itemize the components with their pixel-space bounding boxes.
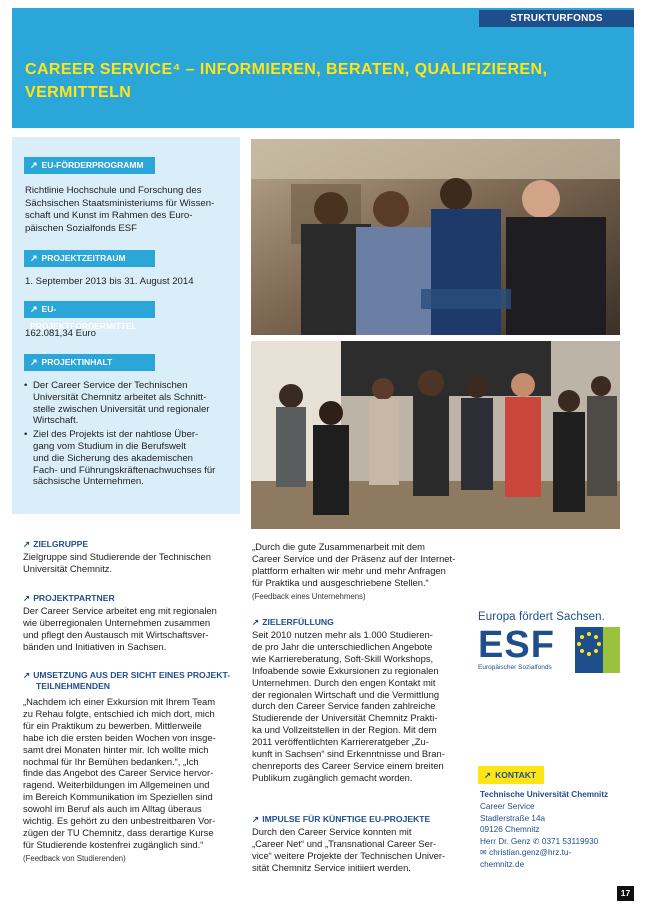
company-quote: „Durch die gute Zusammenarbeit mit dem Career Service und der Präsenz auf der Internet- plattform erhalten wir mehr und mehr Anfragen für Praktika und ausgeschriebene Stellen.“ xyxy=(252,541,456,588)
kontakt-label: ↗ KONTAKT xyxy=(478,766,544,784)
impulse-text: Durch den Career Service konnten mit „Career Net“ und „Transnational Career Ser- vice“ weitere Projekte der Technischen Univer- sität Chemnitz Service initiiert werden. xyxy=(252,826,446,873)
kontakt-email[interactable]: ✉ christian.genz@hrz.tu- xyxy=(480,848,572,857)
arrow-icon: ↗ xyxy=(30,357,38,367)
arrow-icon: ↗ xyxy=(23,539,31,549)
photo-students-discussion xyxy=(251,139,620,335)
zielerfuellung-heading: ↗ ZIELERFÜLLUNG xyxy=(252,617,334,627)
photo-workshop-group xyxy=(251,341,620,529)
esf-logo xyxy=(478,611,623,673)
page-title xyxy=(25,58,585,104)
foerderprogramm-label: ↗ EU-FÖRDERPROGRAMM xyxy=(24,157,155,174)
projektpartner-heading: ↗ PROJEKTPARTNER xyxy=(23,593,115,603)
esf-mark: ESF xyxy=(478,624,555,666)
eu-flag-icon xyxy=(575,627,620,673)
projektfoerdermittel-text: 162.081,34 Euro xyxy=(25,328,96,339)
zielgruppe-heading: ↗ ZIELGRUPPE xyxy=(23,539,89,549)
kontakt-details: Career Service Stadlerstraße 14a 09126 Chemnitz Herr Dr. Genz ✆ 0371 53119930 ✉ christian.genz@hrz.tu- chemnitz.de xyxy=(480,801,630,870)
impulse-heading: ↗ IMPULSE FÜR KÜNFTIGE EU-PROJEKTE xyxy=(252,814,431,824)
list-item: • Der Career Service der Technischen Universität Chemnitz arbeitet als Schnitt- stelle zwischen Universität und regionaler Wirtschaft. xyxy=(33,380,245,427)
esf-slogan: Europa fördert Sachsen. xyxy=(478,611,605,623)
arrow-icon: ↗ xyxy=(30,304,38,314)
arrow-icon: ↗ xyxy=(23,670,31,680)
arrow-icon: ↗ xyxy=(252,814,260,824)
page-title-line-2: VERMITTELN xyxy=(25,84,132,101)
projektzeitraum-text: 1. September 2013 bis 31. August 2014 xyxy=(25,276,194,287)
projektinhalt-list xyxy=(23,380,245,490)
zielerfuellung-text: Seit 2010 nutzen mehr als 1.000 Studieren- de pro Jahr die unterschiedlichen Angebote wie Karriereberatung, Soft-Skill Workshops, Infoabende sowie Exkursionen zu regionalen Unternehmen. Durch den engen Kontakt mit der regionalen Wirtschaft und die Vermittlung durch den Career Service fanden zahlreiche Studierende der Universität Chemnitz Prakti- ka und Vollzeitstellen in der Region. Mit dem 2011 veröffentlichten Karriereratgeber „Zu- kunft in Sachsen“ sind Erkenntnisse und Bran- chenreports des Career Service einem breiten Publikum zugänglich gemacht worden. xyxy=(252,629,445,783)
esf-subtitle: Europäischer Sozialfonds xyxy=(478,664,552,671)
page-number: 17 xyxy=(617,886,634,901)
list-item: • Ziel des Projekts ist der nahtlose Über- gang vom Studium in die Berufswelt und die Sicherung des akademischen Fach- und Führungskräftenachwuchses für sächsische Unternehmen. xyxy=(33,429,245,488)
kontakt-organisation: Technische Universität Chemnitz xyxy=(480,790,609,799)
page-title-line-1: CAREER SERVICE⁴ – INFORMIEREN, BERATEN, QUALIFIZIEREN, xyxy=(25,61,548,78)
arrow-icon: ↗ xyxy=(30,160,38,170)
umsetzung-text: „Nachdem ich einer Exkursion mit Ihrem Team zu Rehau folgte, entschied ich mich dort, mich für ein Praktikum zu bewerben. Mittlerweile habe ich die ersten beiden Wochen von insge- samt drei Monaten hinter mir. Ich wollte mich nochmal für Ihr Bemühen bedanken.“, „Ich finde das Angebot des Career Service hervor- ragend. Weiterbildungen im Allgemeinen und im Bereich Kommunikation im Speziellen sind sowohl im Beruf als auch im Alltag überaus wichtig. Es gehört zu den unbestreitbaren Vor- zügen der TU Chemnitz, dass derartige Kurse für Studierende kostenfrei zugänglich sind.“ xyxy=(23,696,216,850)
umsetzung-source: (Feedback von Studierenden) xyxy=(23,854,126,863)
arrow-icon: ↗ xyxy=(252,617,260,627)
company-quote-source: (Feedback eines Unternehmens) xyxy=(252,592,366,601)
arrow-icon: ↗ xyxy=(484,770,492,780)
arrow-icon: ↗ xyxy=(23,593,31,603)
section-tag: STRUKTURFONDS xyxy=(479,10,634,27)
arrow-icon: ↗ xyxy=(30,253,38,263)
projektinhalt-label: ↗ PROJEKTINHALT xyxy=(24,354,155,371)
projektfoerdermittel-label: ↗ EU-PROJEKTFÖRDERMITTEL xyxy=(24,301,155,318)
projektpartner-text: Der Career Service arbeitet eng mit regionalen wie überregionalen Unternehmen zusammen und pflegt den Austausch mit Wirtschaftsver- bänden und Initiativen in Sachsen. xyxy=(23,605,217,652)
zielgruppe-text: Zielgruppe sind Studierende der Technischen Universität Chemnitz. xyxy=(23,551,211,574)
umsetzung-heading: ↗ UMSETZUNG AUS DER SICHT EINES PROJEKT- TEILNEHMENDEN xyxy=(23,670,231,691)
projektzeitraum-label: ↗ PROJEKTZEITRAUM xyxy=(24,250,155,267)
foerderprogramm-text: Richtlinie Hochschule und Forschung des Sächsischen Staatsministeriums für Wissen- schaft und Kunst im Rahmen des Euro- päischen Sozialfonds ESF xyxy=(25,185,215,234)
